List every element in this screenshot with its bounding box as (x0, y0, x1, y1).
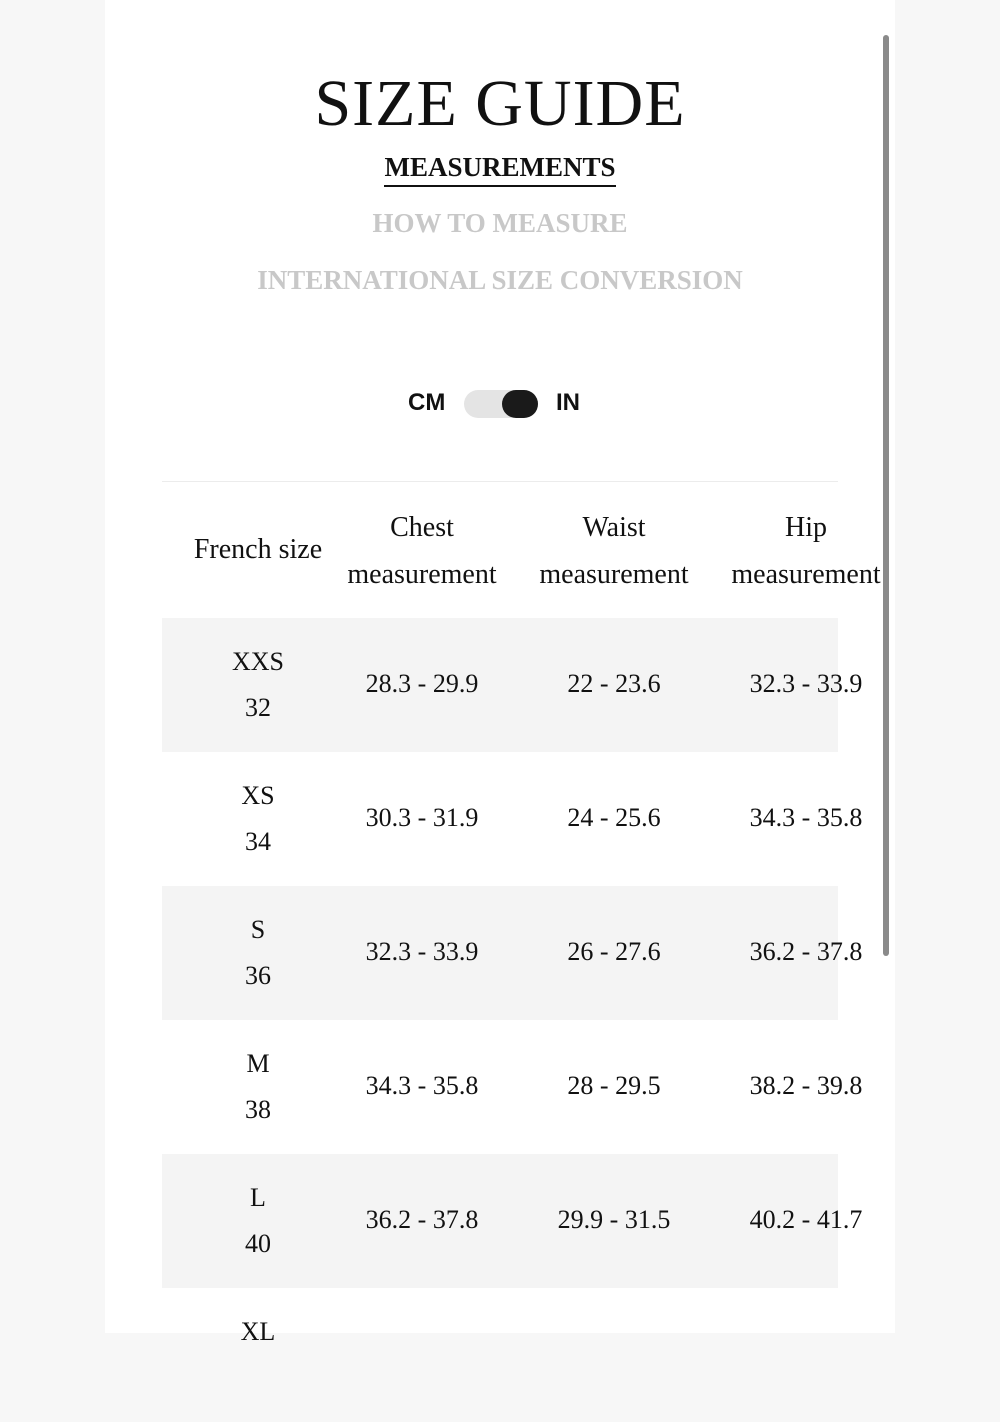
size-letter: L (250, 1183, 266, 1212)
unit-label-cm[interactable]: CM (408, 389, 446, 416)
header-french-size-label: French size (193, 534, 323, 565)
header-waist-line2: measurement (539, 559, 689, 590)
chest-value: 28.3 - 29.9 (365, 669, 479, 698)
hip-value: 40.2 - 41.7 (749, 1205, 863, 1234)
size-letter: XS (241, 781, 275, 810)
header-hip (710, 504, 902, 598)
tab-international-size-conversion[interactable] (0, 265, 1000, 296)
tab-how-to-measure[interactable] (0, 208, 1000, 239)
size-table (162, 481, 881, 1346)
table-row (162, 1020, 863, 1154)
hip-value: 36.2 - 37.8 (749, 937, 863, 966)
table-row (162, 1288, 838, 1422)
size-french: 38 (245, 1095, 271, 1124)
table-row (162, 618, 863, 752)
size-letter: S (250, 915, 266, 944)
waist-value: 22 - 23.6 (567, 669, 661, 698)
waist-value: 24 - 25.6 (567, 803, 661, 832)
table-row (162, 886, 863, 1020)
tab-measurements-label: MEASUREMENTS (384, 152, 615, 187)
page-title: SIZE GUIDE (314, 67, 686, 141)
size-french: 40 (245, 1229, 271, 1258)
hip-value: 32.3 - 33.9 (749, 669, 863, 698)
hip-value: 34.3 - 35.8 (749, 803, 863, 832)
unit-toggle-knob (502, 390, 538, 418)
header-hip-line1: Hip (785, 512, 827, 543)
header-waist (518, 504, 710, 598)
header-hip-line2: measurement (731, 559, 881, 590)
header-chest (326, 504, 518, 598)
chest-value: 30.3 - 31.9 (365, 803, 479, 832)
header-waist-line1: Waist (582, 512, 646, 543)
tab-measurements[interactable] (0, 152, 1000, 187)
size-cell (162, 1309, 354, 1355)
size-french: 36 (245, 961, 271, 990)
chest-value: 32.3 - 33.9 (365, 937, 479, 966)
waist-value: 26 - 27.6 (567, 937, 661, 966)
table-row (162, 752, 863, 886)
unit-toggle[interactable] (464, 390, 538, 418)
size-french: 34 (245, 827, 271, 856)
size-french: 32 (245, 693, 271, 722)
header-chest-line2: measurement (347, 559, 497, 590)
size-letter: XXS (231, 647, 284, 676)
table-header (162, 482, 881, 618)
waist-value: 28 - 29.5 (567, 1071, 661, 1100)
size-letter: XL (240, 1317, 276, 1346)
chest-value: 34.3 - 35.8 (365, 1071, 479, 1100)
chest-value: 36.2 - 37.8 (365, 1205, 479, 1234)
size-letter: M (246, 1049, 270, 1078)
unit-label-in[interactable]: IN (556, 389, 580, 416)
tab-international-size-conversion-label: INTERNATIONAL SIZE CONVERSION (257, 265, 743, 295)
hip-value: 38.2 - 39.8 (749, 1071, 863, 1100)
waist-value: 29.9 - 31.5 (557, 1205, 671, 1234)
header-chest-line1: Chest (390, 512, 454, 543)
table-row (162, 1154, 863, 1288)
tab-how-to-measure-label: HOW TO MEASURE (372, 208, 628, 238)
vertical-scrollbar[interactable] (883, 35, 889, 956)
